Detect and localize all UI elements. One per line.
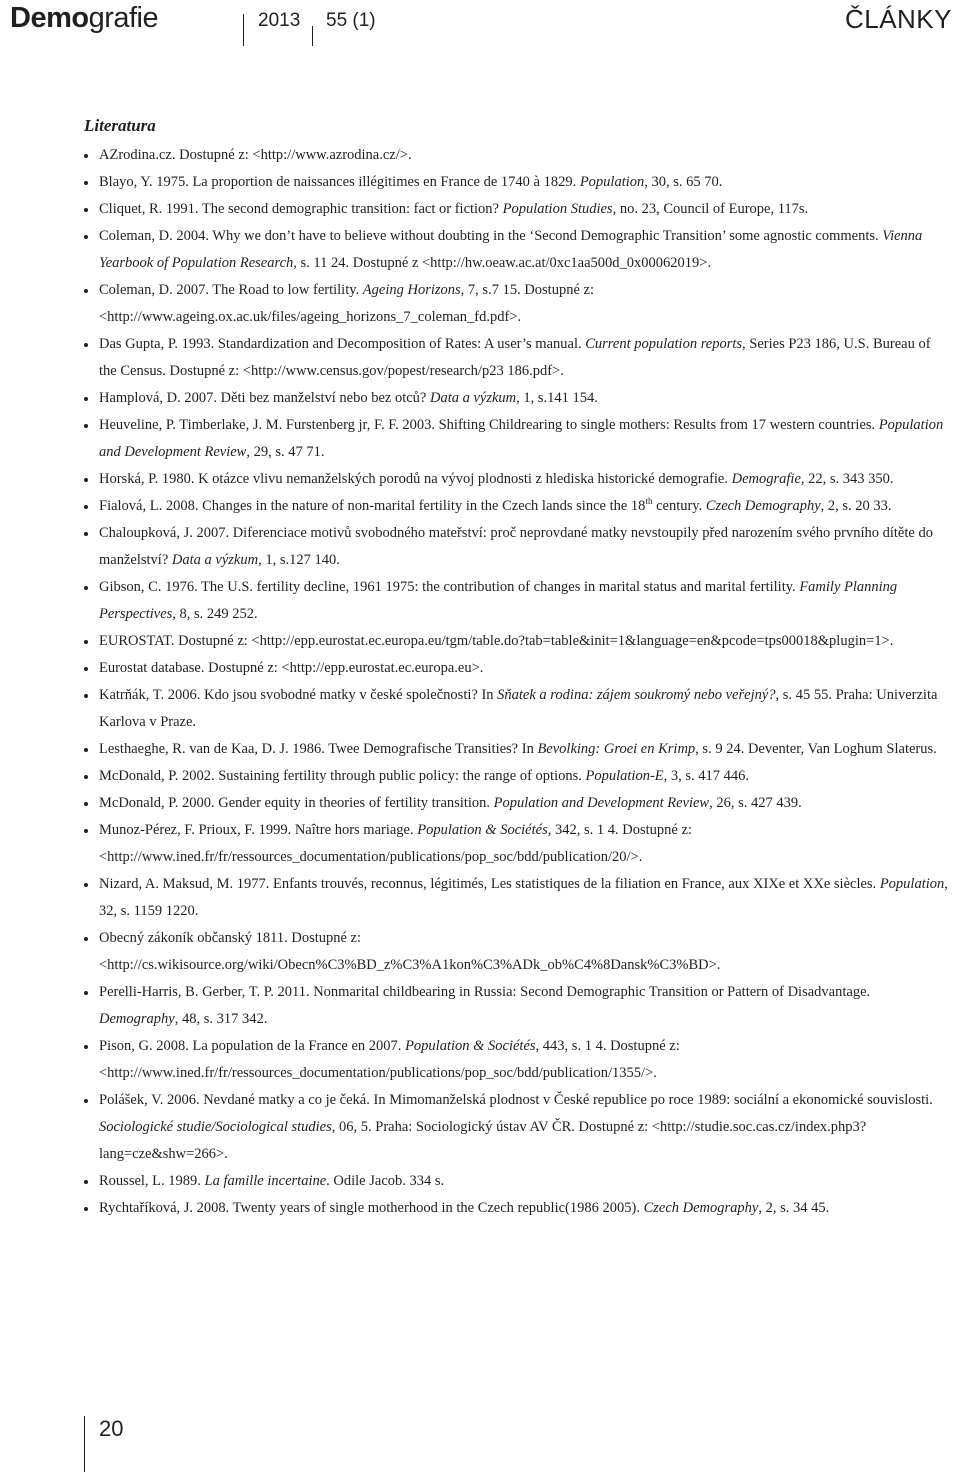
reference-text: McDonald, P. 2000. Gender equity in theories of fertility transition. (99, 795, 494, 811)
header-divider (243, 14, 244, 46)
reference-item (99, 493, 949, 520)
reference-journal: Czech Demography (705, 498, 821, 514)
reference-item (99, 466, 949, 493)
reference-text: , Series P23 186, U.S. Bureau of the Census. Dostupné z: <http://www.census.gov/popest/research/p23 186.pdf>. (99, 336, 931, 379)
journal-logo (10, 2, 158, 35)
reference-text: Horská, P. 1980. K otázce vlivu nemanželských porodů na vývoj plodnosti z hlediska historické demografie. (99, 471, 732, 487)
reference-item (99, 196, 949, 223)
reference-text: , 1, s.141 154. (516, 390, 598, 406)
reference-text: , 29, s. 47 71. (246, 444, 325, 460)
reference-journal: Data a výzkum (429, 390, 517, 406)
reference-text: Eurostat database. Dostupné z: <http://epp.eurostat.ec.europa.eu>. (99, 660, 484, 676)
reference-item (99, 628, 949, 655)
reference-text: , 3, s. 417 446. (663, 768, 750, 784)
reference-text: Perelli-Harris, B. Gerber, T. P. 2011. Nonmarital childbearing in Russia: Second Demographic Transition or Pattern of Disadvantage. (99, 984, 871, 1000)
reference-text: Heuveline, P. Timberlake, J. M. Furstenberg jr, F. F. 2003. Shifting Childrearing to single mothers: Results from 17 western countries. (99, 417, 879, 433)
reference-text: Munoz-Pérez, F. Prioux, F. 1999. Naître hors mariage. (99, 822, 418, 838)
reference-item (99, 736, 949, 763)
reference-text: Katrňák, T. 2006. Kdo jsou svobodné matky v české společnosti? In (99, 687, 498, 703)
reference-journal: Population (579, 174, 645, 190)
reference-text: Coleman, D. 2007. The Road to low fertility. (99, 282, 363, 298)
header-divider (312, 26, 313, 46)
reference-text: , 48, s. 317 342. (174, 1011, 268, 1027)
reference-journal: La famille incertaine (204, 1173, 327, 1189)
reference-text: , 26, s. 427 439. (709, 795, 802, 811)
reference-journal: Czech Demography (643, 1200, 759, 1216)
logo-bold: Demo (10, 2, 89, 34)
reference-text: , s. 9 24. Deventer, Van Loghum Slaterus. (695, 741, 937, 757)
reference-journal: Population-E (585, 768, 664, 784)
reference-journal: Population and Development Review (493, 795, 710, 811)
reference-text: Nizard, A. Maksud, M. 1977. Enfants trouvés, reconnus, légitimés, Les statistiques de la filiation en France, aux XIXe et XXe siècles. (99, 876, 880, 892)
section-title: ČLÁNKY (844, 4, 952, 34)
reference-text: , 32, s. 1159 1220. (99, 876, 948, 919)
reference-item (99, 763, 949, 790)
reference-journal: Current population reports (585, 336, 743, 352)
reference-text: , 342, s. 1 4. Dostupné z: <http://www.ined.fr/fr/ressources_documentation/publications/pop_soc/bdd/publication/20/>. (99, 822, 692, 865)
reference-item (99, 817, 949, 871)
reference-journal: Bevolking: Groei en Krimp (537, 741, 696, 757)
reference-item (99, 871, 949, 925)
reference-text: . Odile Jacob. 334 s. (326, 1173, 445, 1189)
reference-text: Fialová, L. 2008. Changes in the nature of non-marital fertility in the Czech lands since the 18 (99, 498, 646, 514)
header-year: 2013 (258, 10, 301, 31)
reference-text: century. (652, 498, 706, 514)
reference-text: Das Gupta, P. 1993. Standardization and Decomposition of Rates: A user’s manual. (99, 336, 586, 352)
reference-journal: Demography (99, 1011, 175, 1027)
reference-item (99, 655, 949, 682)
page-number: 20 (99, 1416, 124, 1441)
reference-item (99, 790, 949, 817)
reference-journal: Demografie (731, 471, 801, 487)
reference-item (99, 1168, 949, 1195)
reference-text: , no. 23, Council of Europe, 117s. (612, 201, 809, 217)
reference-journal: Population and Development Review (99, 417, 944, 460)
reference-item (99, 142, 949, 169)
page-header (0, 0, 960, 44)
reference-item (99, 331, 949, 385)
reference-text: , 443, s. 1 4. Dostupné z: <http://www.ined.fr/fr/ressources_documentation/publications/pop_soc/bdd/publication/1355/>. (99, 1038, 680, 1081)
reference-text: Blayo, Y. 1975. La proportion de naissances illégitimes en France de 1740 à 1829. (99, 174, 580, 190)
reference-journal: Sňatek a rodina: zájem soukromý nebo veřejný? (497, 687, 776, 703)
reference-text: , 2, s. 34 45. (758, 1200, 830, 1216)
logo-light: grafie (88, 2, 159, 34)
reference-text: Coleman, D. 2004. Why we don’t have to believe without doubting in the ‘Second Demographic Transition’ some agnostic comments. (99, 228, 883, 244)
reference-item (99, 1033, 949, 1087)
reference-item (99, 520, 949, 574)
reference-text: , s. 11 24. Dostupné z <http://hw.oeaw.ac.at/0xc1aa500d_0x00062019>. (293, 255, 712, 271)
reference-item (99, 169, 949, 196)
references-heading: Literatura (84, 116, 156, 135)
reference-item (99, 385, 949, 412)
reference-journal: Population & Sociétés (417, 822, 548, 838)
reference-item (99, 682, 949, 736)
reference-journal: Family Planning Perspectives (99, 579, 898, 622)
header-issue: 55 (1) (326, 10, 376, 31)
reference-text: , 30, s. 65 70. (644, 174, 723, 190)
reference-item (99, 574, 949, 628)
reference-journal: Population & Sociétés (405, 1038, 536, 1054)
reference-text: , 7, s.7 15. Dostupné z: <http://www.ageing.ox.ac.uk/files/ageing_horizons_7_coleman_fd.pdf>. (99, 282, 594, 325)
reference-list (99, 142, 949, 1222)
reference-superscript: th (645, 496, 653, 507)
footer-divider (84, 1416, 85, 1472)
reference-text: , 22, s. 343 350. (800, 471, 894, 487)
reference-journal: Population Studies (502, 201, 613, 217)
reference-item (99, 1195, 949, 1222)
reference-text: , 1, s.127 140. (258, 552, 340, 568)
reference-text: Obecný zákoník občanský 1811. Dostupné z: <http://cs.wikisource.org/wiki/Obecn%C3%BD_z%C3%A1kon%C3%ADk_ob%C4%8Dansk%C3%BD>. (99, 930, 721, 973)
reference-text: Cliquet, R. 1991. The second demographic transition: fact or fiction? (99, 201, 503, 217)
reference-text: , 8, s. 249 252. (172, 606, 258, 622)
reference-text: Hamplová, D. 2007. Děti bez manželství nebo bez otců? (99, 390, 430, 406)
reference-journal: Sociologické studie/Sociological studies (99, 1119, 332, 1135)
reference-text: Lesthaeghe, R. van de Kaa, D. J. 1986. Twee Demografische Transities? In (99, 741, 538, 757)
reference-text: Gibson, C. 1976. The U.S. fertility decline, 1961 1975: the contribution of changes in marital status and marital fertility. (99, 579, 800, 595)
reference-journal: Population (879, 876, 945, 892)
reference-text: Rychtaříková, J. 2008. Twenty years of single motherhood in the Czech republic(1986 2005). (99, 1200, 644, 1216)
reference-text: EUROSTAT. Dostupné z: <http://epp.eurostat.ec.europa.eu/tgm/table.do?tab=table&init=1&language=en&pcode=tps00018&plugin=1>. (99, 633, 894, 649)
reference-text: , 2, s. 20 33. (820, 498, 892, 514)
reference-text: Polášek, V. 2006. Nevdané matky a co je čeká. In Mimomanželská plodnost v České republice po roce 1989: sociální a ekonomické souvislosti. (99, 1092, 933, 1108)
reference-text: Pison, G. 2008. La population de la France en 2007. (99, 1038, 406, 1054)
reference-item (99, 1087, 949, 1168)
reference-item (99, 223, 949, 277)
reference-item (99, 925, 949, 979)
reference-text: Chaloupková, J. 2007. Diferenciace motivů svobodného mateřství: proč neprovdané matky nevstoupily před narozením svého prvního dítěte do manželství? (99, 525, 933, 568)
reference-text: Roussel, L. 1989. (99, 1173, 205, 1189)
reference-text: McDonald, P. 2002. Sustaining fertility through public policy: the range of options. (99, 768, 586, 784)
reference-journal: Data a výzkum (171, 552, 259, 568)
reference-item (99, 277, 949, 331)
reference-text: , 06, 5. Praha: Sociologický ústav AV ČR. Dostupné z: <http://studie.soc.cas.cz/index.php3?lang=cze&shw=266>. (99, 1119, 867, 1162)
reference-text: AZrodina.cz. Dostupné z: <http://www.azrodina.cz/>. (99, 147, 412, 163)
reference-journal: Vienna Yearbook of Population Research (99, 228, 923, 271)
reference-item (99, 979, 949, 1033)
reference-text: , s. 45 55. Praha: Univerzita Karlova v Praze. (99, 687, 938, 730)
reference-journal: Ageing Horizons (362, 282, 461, 298)
reference-item (99, 412, 949, 466)
